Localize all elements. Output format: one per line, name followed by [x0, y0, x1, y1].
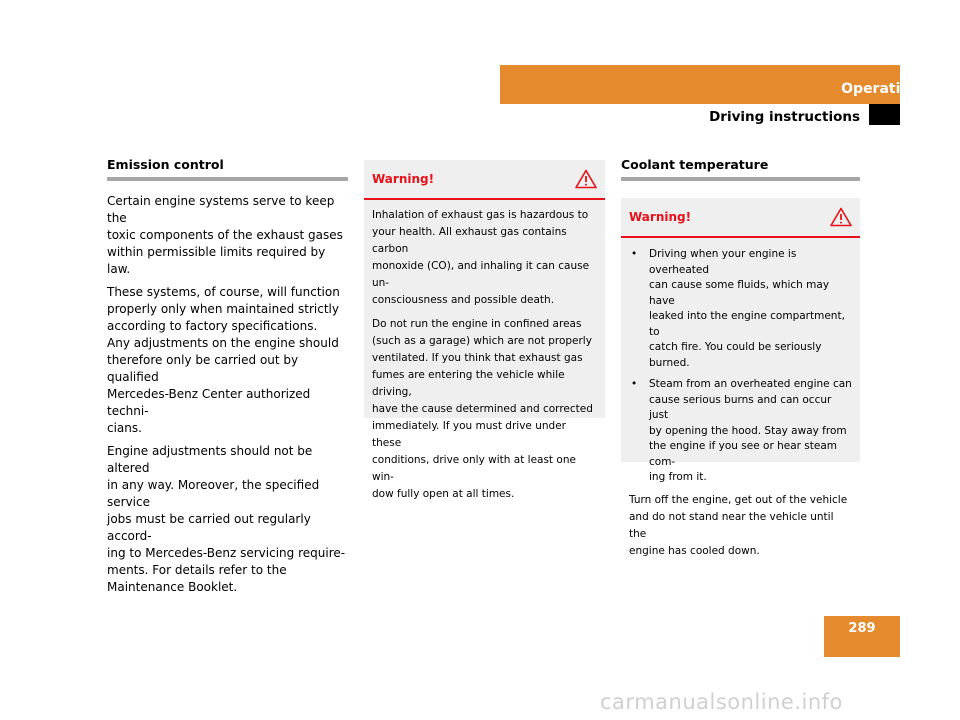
emission-heading: Emission control: [107, 157, 348, 181]
warning-paragraph: Turn off the engine, get out of the vehicle and do not stand near the vehicle until the engine has cooled down.: [629, 493, 848, 557]
warning-header: [364, 160, 605, 200]
warning-title: Warning!: [372, 172, 435, 186]
emission-paragraph: These systems, of course, will function properly only when maintained strictly according to factory specifications. Any adjustments on the engine should therefore only be carried out by qualified Mercedes-Benz Center authorized techni- cians.: [107, 285, 340, 435]
emission-paragraph: Certain engine systems serve to keep the toxic components of the exhaust gases within permissible limits required by law.: [107, 194, 343, 276]
coolant-heading: Coolant temperature: [621, 157, 860, 181]
page-number: 289: [824, 616, 900, 657]
warning-bullet-list: [629, 247, 852, 486]
header-marker: [869, 104, 900, 125]
warning-paragraph: Do not run the engine in confined areas (such as a garage) which are not properly ventilated. If you think that exhaust gas fumes are entering the vehicle while driving, have the cause determined and corrected immediately. If you must drive under these conditions, drive only with at least one win- dow fully open at all times.: [372, 318, 593, 500]
emission-body: [107, 193, 348, 596]
emission-paragraph: Engine adjustments should not be altered in any way. Moreover, the specified service jobs must be carried out regularly accord- ing to Mercedes-Benz servicing require- ments. For details refer to the Maintenance Booklet.: [107, 444, 346, 594]
list-item: • Driving when your engine is overheated can cause some fluids, which may have leaked into the engine compartment, to catch fire. You could be seriously burned.: [629, 247, 852, 371]
warning-header: [621, 198, 860, 238]
warning-title: Warning!: [629, 210, 692, 224]
coolant-warning-box: [621, 198, 860, 557]
header-band: [500, 65, 900, 104]
warning-paragraph: Inhalation of exhaust gas is hazardous to your health. All exhaust gas contains carbon monoxide (CO), and inhaling it can cause un- consciousness and possible death.: [372, 209, 590, 306]
watermark-text: carmanualsonline.info: [600, 690, 843, 714]
warning-triangle-icon: [830, 207, 852, 227]
coolant-column: [621, 157, 860, 557]
section-title: Operation: [841, 81, 920, 97]
warning-body: [364, 200, 605, 518]
emission-column: [107, 157, 348, 602]
exhaust-warning-box: [364, 160, 605, 500]
warning-body: [621, 238, 860, 575]
subsection-title: Driving instructions: [709, 109, 860, 125]
warning-triangle-icon: [575, 169, 597, 189]
list-item: • Steam from an overheated engine can cause serious burns and can occur just by opening the hood. Stay away from the engine if you see or hear steam com- ing from it.: [629, 377, 852, 486]
